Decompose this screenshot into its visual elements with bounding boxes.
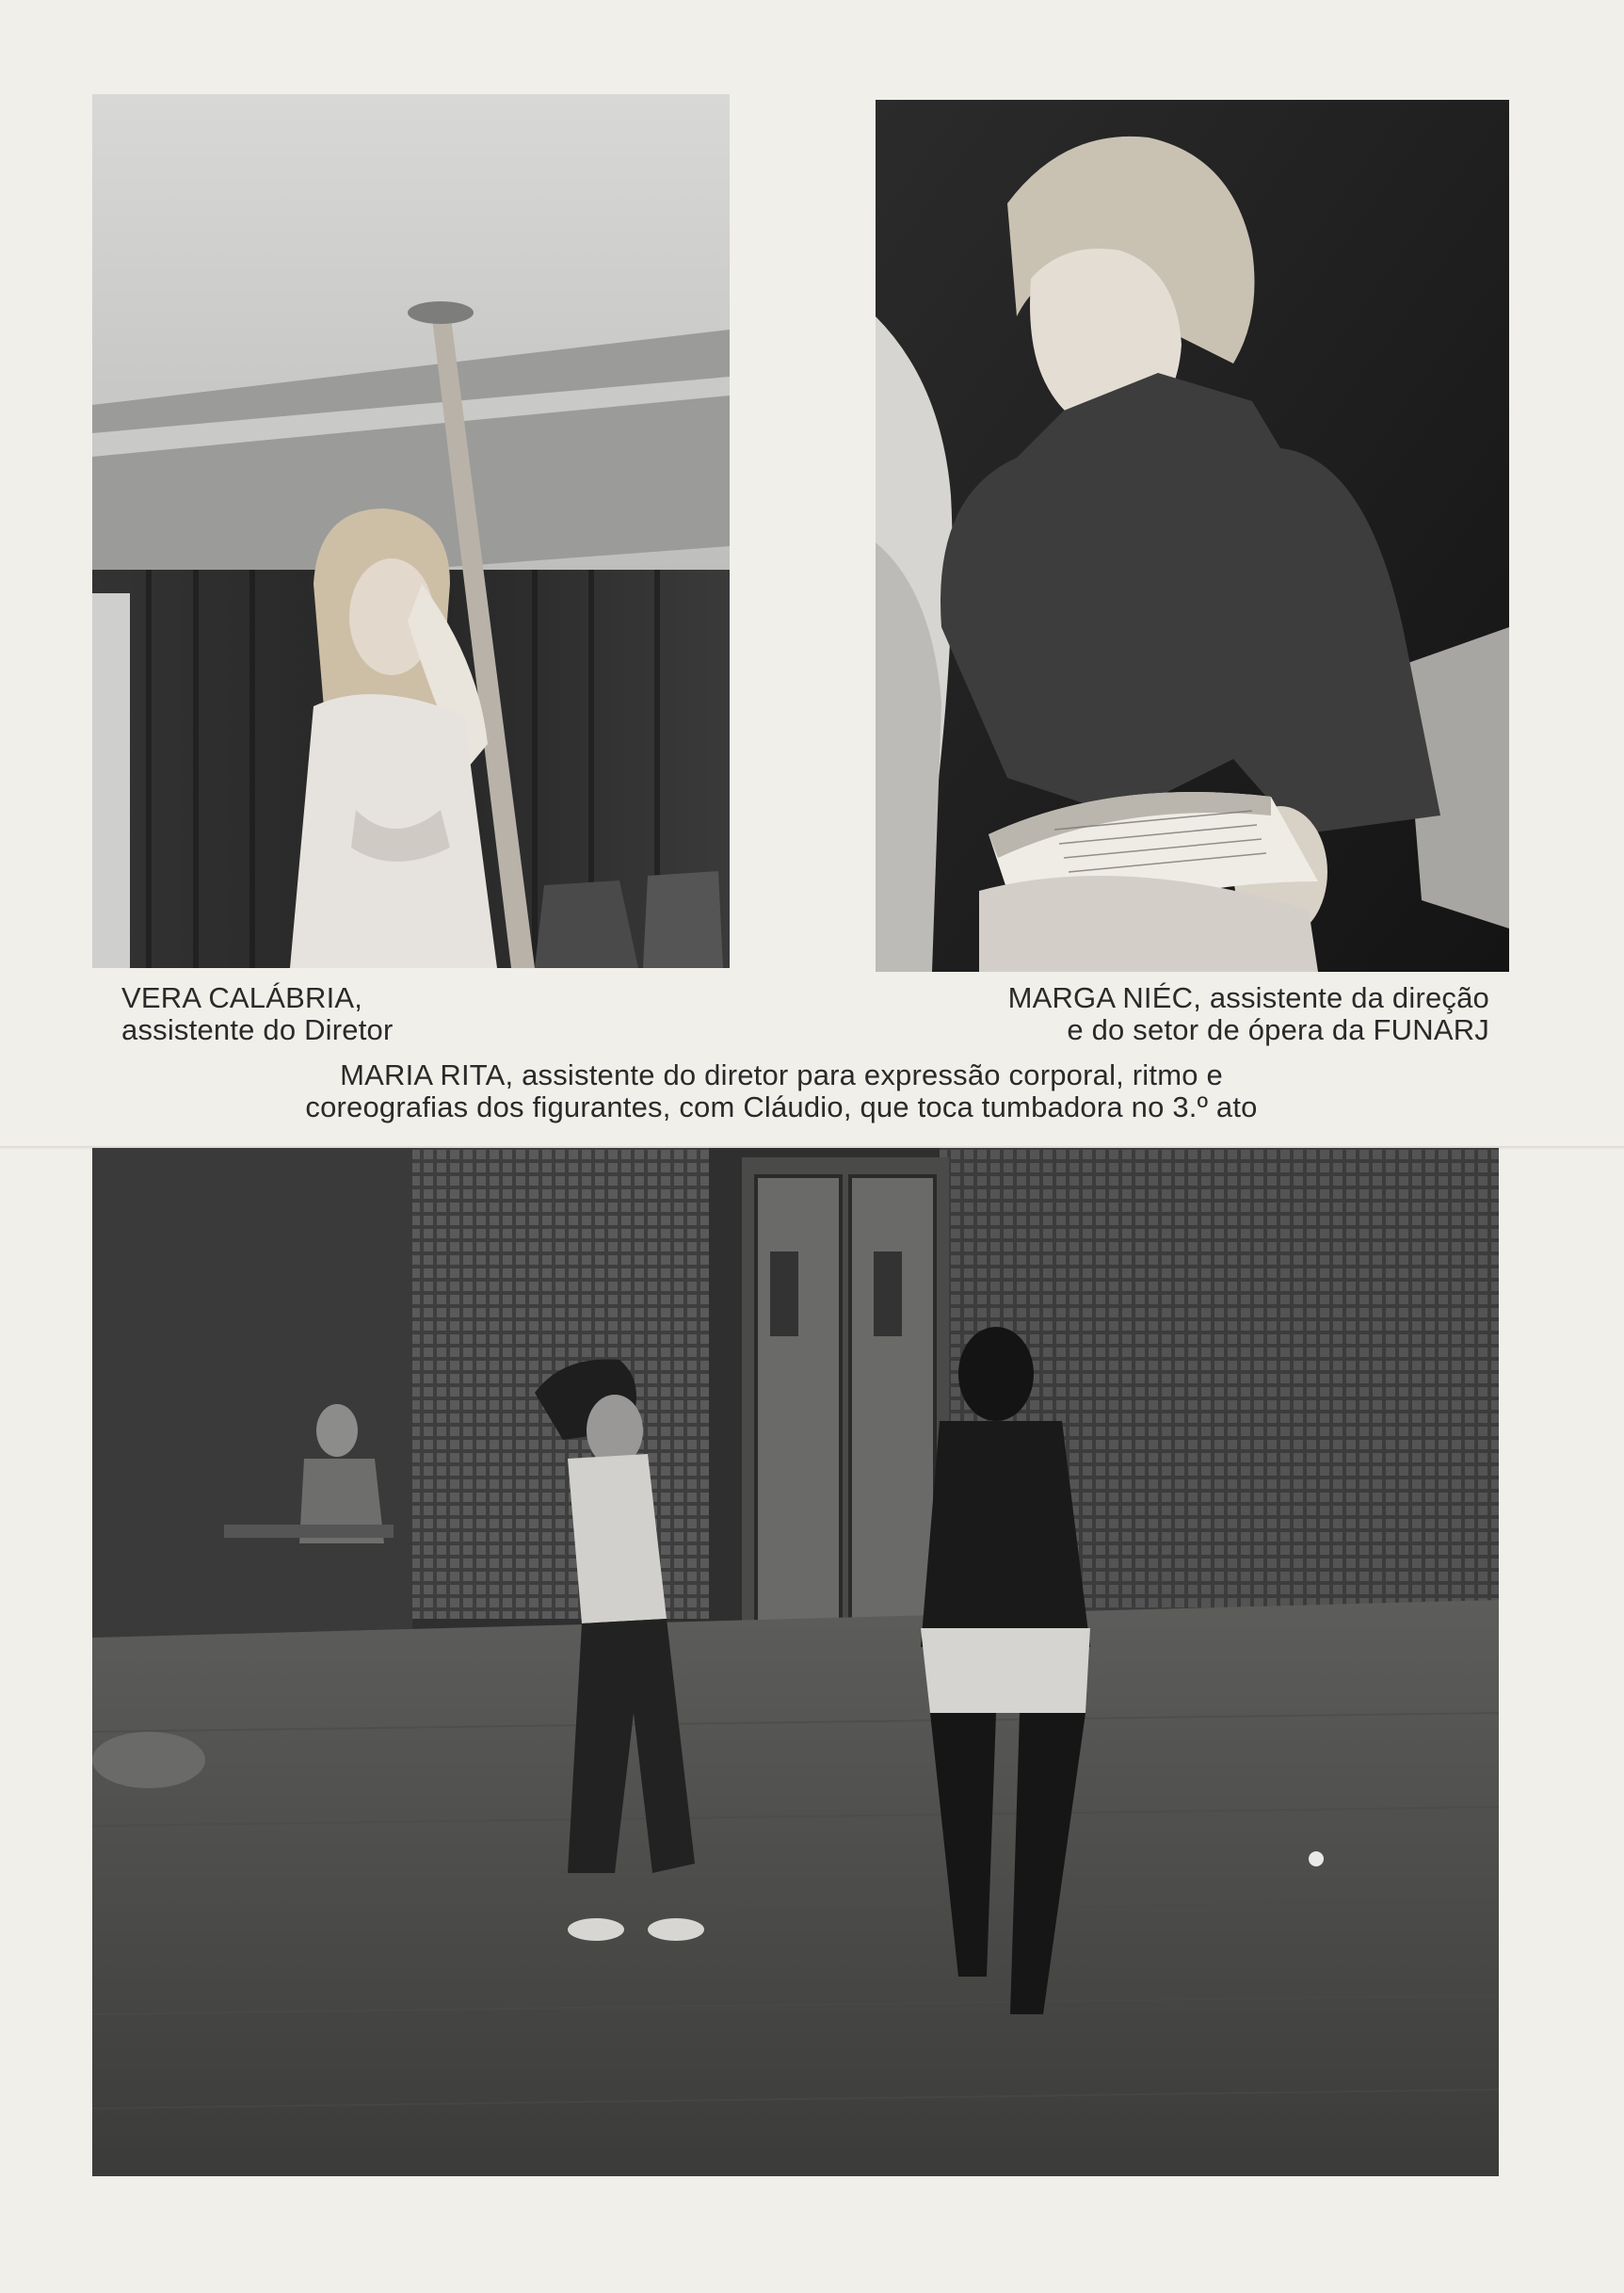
- caption-marga-niec: [1008, 982, 1489, 1046]
- photo-maria-rita-claudio: [92, 1148, 1499, 2176]
- caption-marga-line2: e do setor de ópera da FUNARJ: [1067, 1013, 1489, 1046]
- caption-vera-line2: assistente do Diretor: [121, 1013, 394, 1046]
- photo-marga-niec: [876, 100, 1509, 972]
- caption-vera-calabria: [121, 982, 394, 1046]
- caption-marga-line1: MARGA NIÉC, assistente da direção: [1007, 981, 1489, 1014]
- caption-maria-rita: [282, 1059, 1280, 1123]
- caption-rita-line2: coreografias dos figurantes, com Cláudio, que toca tumbadora no 3.º ato: [305, 1090, 1258, 1123]
- caption-rita-line1: MARIA RITA, assistente do diretor para expressão corporal, ritmo e: [340, 1058, 1223, 1091]
- photo-vera-calabria: [92, 94, 730, 968]
- caption-vera-line1: VERA CALÁBRIA,: [121, 981, 363, 1014]
